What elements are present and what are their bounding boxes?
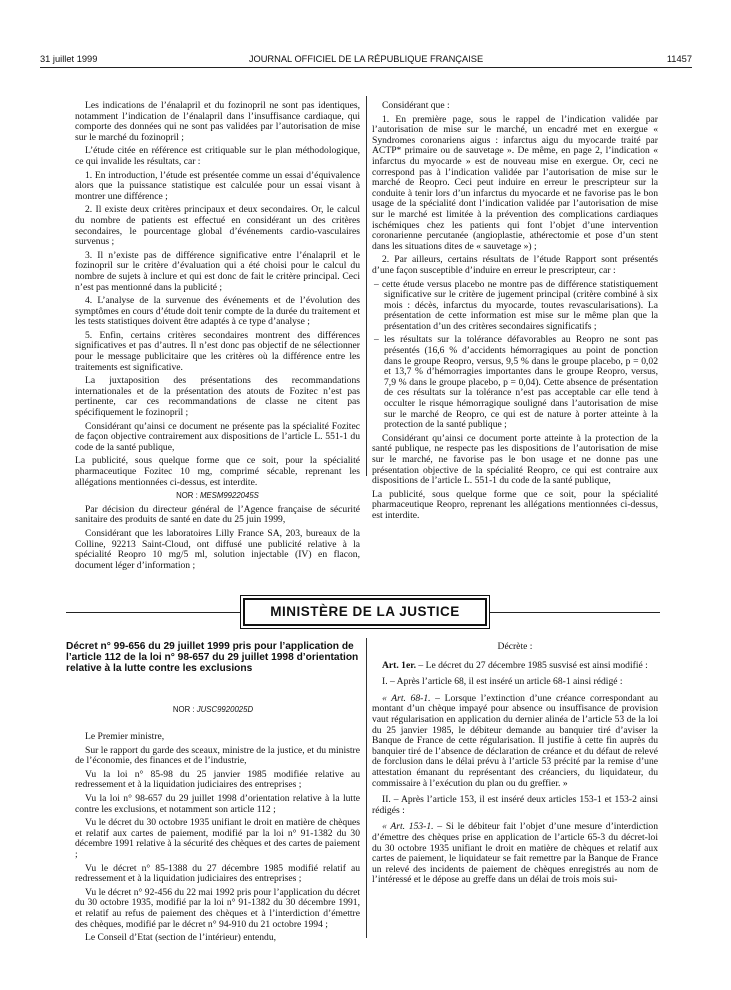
column-divider (366, 96, 367, 476)
paragraph: Par décision du directeur général de l’Agence française de sécurité sanitaire des produits de santé en date du 25 juin 1999, (75, 503, 360, 526)
paragraph: Vu le décret n° 85-1388 du 27 décembre 1985 modifié relatif au redressement et à la liquidation judiciaires des entreprises ; (75, 862, 360, 885)
article-paragraph (372, 822, 658, 886)
header-page-number: 11457 (666, 54, 692, 64)
paragraph: 2. Par ailleurs, certains résultats de l’étude Rapport sont présentés d’une façon susceptible d’induire en erreur le prescripteur, car : (372, 254, 658, 276)
paragraph: 4. L’analyse de la survenue des événements et de l’évolution des symptômes en cours d’étude doit tenir compte de la durée du traitement et les tests statistiques doivent être adaptés à ce type d’analyse ; (75, 295, 360, 328)
paragraph: Le Conseil d’Etat (section de l’intérieur) entendu, (85, 932, 277, 944)
article-text: – Le décret du 27 décembre 1985 susvisé est ainsi modifié : (416, 659, 648, 671)
paragraph: Considérant que les laboratoires Lilly France SA, 203, bureaux de la Colline, 92213 Saint-Cloud, ont diffusé une publicité relative à la spécialité Reopro 10 mg/5 ml, solution injectable (IV) en flacon, document léger d’information ; (75, 527, 360, 571)
column-right-bottom (372, 642, 658, 892)
paragraph: La publicité, sous quelque forme que ce soit, pour la spécialité pharmaceutique Fozitec 10 mg, comprimé sécable, reprenant les allégations mentionnées ci-dessus, est interdite. (75, 455, 360, 488)
header-rule (40, 67, 692, 68)
paragraph: Vu la loi n° 98-657 du 29 juillet 1998 d’orientation relative à la lutte contre les exclusions, et notamment son article 112 ; (75, 792, 360, 815)
paragraph: La juxtaposition des présentations des recommandations internationales et de la présentation des atouts de Fozitec n’est pas pertinente, car ces recommandations de classe ne citent pas spécifiquement le fozinopril ; (75, 375, 360, 419)
page-header (40, 54, 692, 68)
section-rule-right (490, 612, 660, 613)
article-label: Art. 1er. (382, 659, 417, 671)
paragraph: 3. Il n’existe pas de différence significative entre l’énalapril et le fozinopril sur le critère d’évaluation qui a été choisi pour le calcul du nombre de sujets à inclure et qui est donc de fait le critère principal. Ceci n’est pas mentionné dans la publicité ; (75, 249, 360, 293)
list-item: – cette étude versus placebo ne montre pas de différence statistiquement significative sur le critère de jugement principal (critère combiné à six mois : décès, infarctus du myocarde, toutes revascularisations). La présentation de cette information est mise sur le même plan que la présentation d’un des critères secondaires significatifs ; (374, 278, 658, 332)
nor-reference (75, 491, 360, 502)
article-label: « Art. 68-1. (382, 692, 431, 704)
article-text: – Lorsque l’extinction d’une créance correspondant au montant d’un chèque impayé pour absence ou insuffisance de provision vaut régularisation en application du dernier alinéa de l’article 53 de la loi du 25 janvier 1985, le débiteur demande au banquier tiré d’aviser la Banque de France de cette régularisation. Il justifie à cette fin auprès du banquier tiré de l’absence de déclaration de créance et du défaut de relevé de forclusion dans le délai prévu à l’article 53 précité par la remise d’une attestation émanant du représentant des créanciers, du liquidateur, du commissaire à l’exécution du plan ou du greffier. » (372, 692, 658, 789)
decrete-heading: Décrète : (497, 641, 533, 652)
article-text: – Si le débiteur fait l’objet d’une mesure d’interdiction d’émettre des chèques prise en application de l’article 65-3 du décret-loi du 30 octobre 1935 unifiant le droit en matière de chèques et relatif aux cartes de paiement, le liquidateur se fait remettre par la Banque de France un relevé des incidents de paiement de chèques enregistrés au nom de l’intéressé et le dépose au greffe dans un délai de trois mois sui- (372, 821, 659, 886)
decret-title: Décret n° 99-656 du 29 juillet 1999 pris pour l’application de l’article 112 de la loi n° 98-657 du 29 juillet 1998 d’orientation relative à la lutte contre les exclusions (66, 641, 359, 674)
article-paragraph (372, 694, 658, 789)
paragraph: Considérant qu’ainsi ce document porte atteinte à la protection de la santé publique, ne respecte pas les dispositions de l’autorisation de mise sur le marché, ne favorise pas le bon usage et ne donne pas une présentation objective de la spécialité Reopro, ce qui est contraire aux dispositions de l’article L. 551-1 du code de la santé publique, (372, 432, 658, 487)
article-label: « Art. 153-1. (382, 821, 434, 833)
paragraph: I. – Après l’article 68, il est inséré un article 68-1 ainsi rédigé : (382, 676, 623, 688)
nor-label: NOR : (172, 705, 195, 714)
paragraph: Vu le décret n° 92-456 du 22 mai 1992 pris pour l’application du décret du 30 octobre 1935, modifié par la loi n° 91-1382 du 30 décembre 1991, et relatif au refus de paiement des chèques et à l’interdiction d’émettre des chèques, modifié par le décret n° 94-910 du 21 octobre 1994 ; (75, 886, 360, 930)
column-right-top (372, 101, 658, 525)
paragraph: II. – Après l’article 153, il est inséré deux articles 153-1 et 153-2 ainsi rédigés : (372, 794, 658, 816)
paragraph: La publicité, sous quelque forme que ce soit, pour la spécialité pharmaceutique Reopro, reprenant les allégations mentionnées ci-dessus, est interdite. (372, 488, 658, 521)
paragraph: 2. Il existe deux critères principaux et deux secondaires. Or, le calcul du nombre de patients est effectué en considérant un des critères secondaires, le pourcentage global d’événements cardio-vasculaires survenus ; (75, 204, 360, 248)
nor-label: NOR : (176, 491, 198, 501)
paragraph: 1. En première page, sous le rappel de l’indication validée par l’autorisation de mise sur le marché, un encadré met en exergue « Syndromes coronariens aigus : infarctus aigu du myocarde traité par ACTP* primaire ou de sauvetage ». De même, en page 2, l’indication « infarctus du myocarde » est de nouveau mise en exergue. Or, ceci ne correspond pas à l’indication validée par l’autorisation de mise sur le marché de Reopro. Ceci peut induire en erreur le prescripteur sur la conduite à tenir lors d’un infarctus du myocarde et ne favorise pas le bon usage de la spécialité dont l’indication validée par l’autorisation de mise sur le marché est limitée à la prévention des complications cardiaques ischémiques chez les patients qui font l’objet d’une intervention coronarienne percutanée (angioplastie, athérectomie et pose d’un stent dans les situations dites de « sauvetage ») ; (372, 113, 658, 252)
paragraph: Le Premier ministre, (85, 731, 165, 742)
paragraph: L’étude citée en référence est critiquable sur le plan méthodologique, ce qui invalide les résultats, car : (75, 145, 360, 167)
column-divider (366, 638, 367, 938)
nor-code: MESM9922045S (199, 491, 259, 501)
section-rule-left (66, 612, 241, 613)
paragraph: Sur le rapport du garde des sceaux, ministre de la justice, et du ministre de l’économie, des finances et de l’industrie, (75, 744, 360, 767)
article-paragraph (372, 661, 658, 672)
paragraph: Considérant qu’ainsi ce document ne présente pas la spécialité Fozitec de façon objective contrairement aux dispositions de l’article L. 551-1 du code de la santé publique, (75, 420, 360, 453)
paragraph: Considérant que : (382, 100, 450, 111)
paragraph: Les indications de l’énalapril et du fozinopril ne sont pas identiques, notamment l’indication de l’énalapril dans l’insuffisance cardiaque, qui comporte des données qui ne sont pas validées par l’autorisation de mise sur le marché du fozinopril ; (75, 100, 360, 143)
header-journal-title: JOURNAL OFFICIEL DE LA RÉPUBLIQUE FRANÇAISE (248, 54, 484, 64)
list-item: – les résultats sur la tolérance défavorables au Reopro ne sont pas présentés (16,6 % d’accidents hémorragiques au point de ponction dans le groupe Reopro, versus, 9,5 % dans le groupe placebo, p = 0,02 et 13,7 % d’hémorragies importantes dans le groupe Reopro, versus, 7,9 % dans le groupe placebo, p = 0,04). Cette absence de présentation de ces résultats sur la tolérance n’est pas acceptable car elle tend à occulter le risque hémorragique souligné dans l’autorisation de mise sur le marché de Reopro, ce qui est de nature à porter atteinte à la protection de la santé publique ; (374, 334, 658, 431)
ministry-heading: MINISTÈRE DE LA JUSTICE (243, 598, 487, 626)
paragraph: 1. En introduction, l’étude est présentée comme un essai d’équivalence alors que la puissance statistique est calculée pour un essai visant à montrer une différence ; (75, 169, 360, 202)
nor-code: JUSC9920025D (196, 705, 254, 714)
paragraph: 5. Enfin, certains critères secondaires montrent des différences significatives et pas d’autres. Il n’est donc pas objectif de ne sélectionner pour le message publicitaire que les critères où la différence entre les traitements est significative. (75, 329, 360, 373)
paragraph: Vu la loi n° 85-98 du 25 janvier 1985 modifiée relative au redressement et à la liquidation judiciaires des entreprises ; (75, 768, 360, 791)
paragraph: Vu le décret du 30 octobre 1935 unifiant le droit en matière de chèques et relatif aux cartes de paiement, modifié par la loi n° 91-1382 du 30 décembre 1991 relative à la sécurité des chèques et des cartes de paiement ; (75, 817, 361, 860)
header-date: 31 juillet 1999 (40, 54, 98, 64)
nor-reference (66, 705, 360, 714)
column-left-top (75, 101, 360, 574)
column-left-bottom (75, 732, 360, 947)
